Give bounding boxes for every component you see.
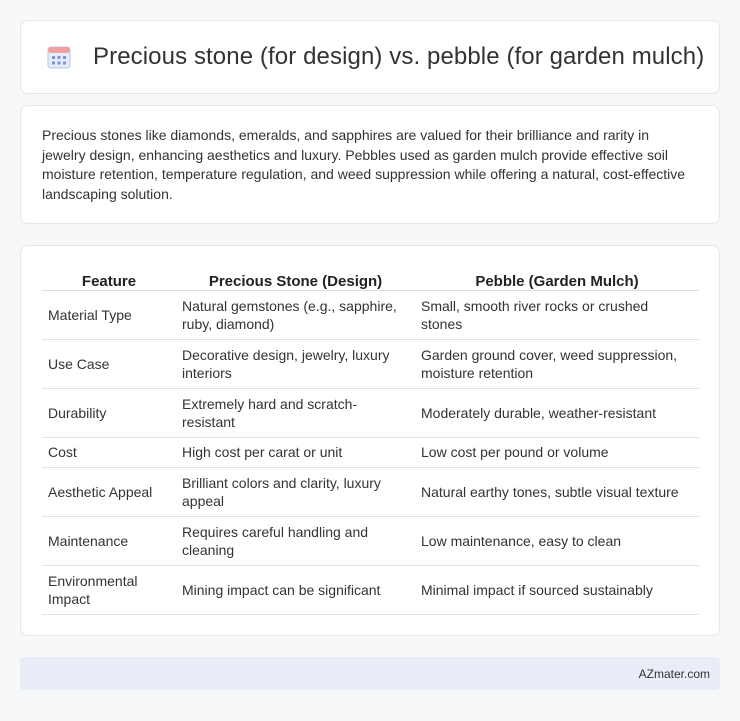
row-pebble: Minimal impact if sourced sustainably — [421, 581, 653, 598]
row-precious-stone: Natural gemstones (e.g., sapphire, ruby, diamond) — [182, 297, 397, 332]
row-pebble: Low maintenance, easy to clean — [421, 532, 622, 549]
row-feature: Aesthetic Appeal — [48, 483, 153, 500]
footer-bar — [20, 657, 720, 690]
table-row — [42, 339, 699, 388]
footer-brand[interactable]: AZmater.com — [638, 666, 710, 681]
row-feature: Durability — [48, 404, 107, 421]
intro-card — [20, 105, 720, 224]
row-precious-stone: Requires careful handling and cleaning — [182, 523, 369, 558]
table-row — [42, 437, 699, 467]
comparison-table-card — [20, 245, 720, 636]
page-title: Precious stone (for design) vs. pebble (for garden mulch) — [93, 43, 705, 70]
row-pebble: Garden ground cover, weed suppression, moisture retention — [421, 346, 678, 381]
calendar-grid-icon — [45, 43, 73, 71]
header-card — [20, 20, 720, 94]
row-feature: Maintenance — [48, 532, 129, 549]
header-pebble: Pebble (Garden Mulch) — [475, 272, 639, 290]
header-precious-stone: Precious Stone (Design) — [208, 272, 383, 290]
table-row — [42, 388, 699, 437]
row-pebble: Moderately durable, weather-resistant — [421, 404, 657, 421]
row-feature: Use Case — [48, 355, 110, 372]
row-pebble: Small, smooth river rocks or crushed stones — [421, 297, 649, 332]
row-pebble: Natural earthy tones, subtle visual texture — [421, 483, 679, 500]
row-feature: Cost — [48, 444, 77, 460]
table-row — [42, 467, 699, 516]
row-pebble: Low cost per pound or volume — [421, 444, 609, 460]
row-precious-stone: Brilliant colors and clarity, luxury appeal — [182, 474, 381, 509]
table-row — [42, 516, 699, 565]
row-precious-stone: High cost per carat or unit — [182, 444, 343, 460]
table-row — [42, 290, 699, 339]
row-precious-stone: Decorative design, jewelry, luxury interiors — [182, 346, 390, 381]
header-feature: Feature — [81, 272, 137, 290]
comparison-table — [42, 266, 699, 615]
table-header-row — [42, 266, 699, 290]
intro-text: Precious stones like diamonds, emeralds, and sapphires are valued for their brilliance and rarity in jewelry design, enhancing aesthetics and luxury. Pebbles used as garden mulch provide effective soil moisture retention, temperature regulation, and weed suppression while offering a natural, cost-effective landscaping solution. — [42, 127, 686, 202]
row-precious-stone: Extremely hard and scratch-resistant — [182, 395, 358, 430]
table-row — [42, 565, 699, 614]
row-feature: Environmental Impact — [48, 572, 138, 607]
row-feature: Material Type — [48, 306, 132, 323]
row-precious-stone: Mining impact can be significant — [182, 581, 381, 598]
